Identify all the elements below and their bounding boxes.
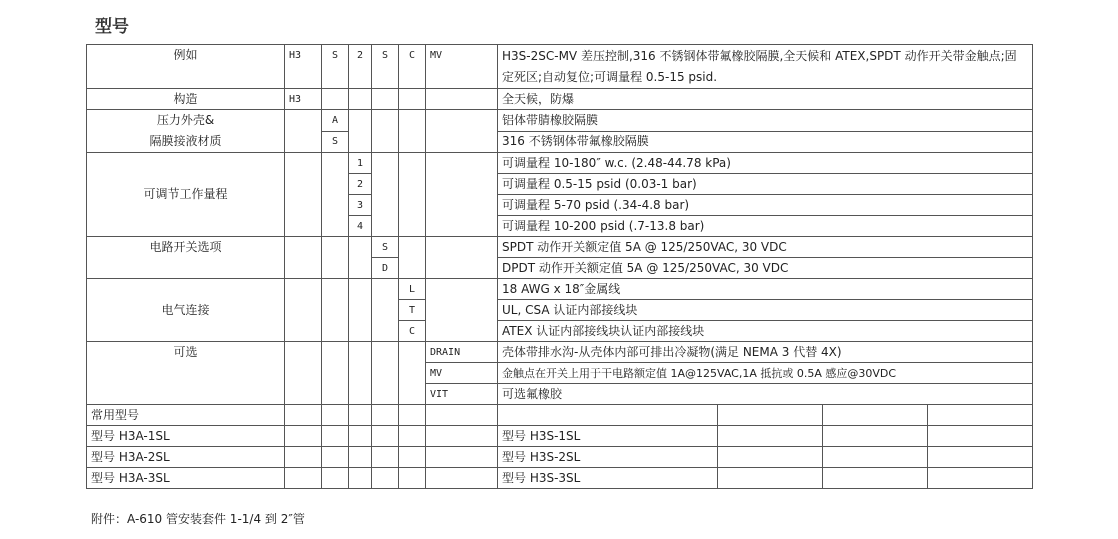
electrical-code: C: [399, 321, 426, 342]
range-code: 2: [349, 174, 372, 195]
example-code-option: MV: [426, 45, 498, 89]
electrical-row: [87, 279, 1033, 300]
range-code: 3: [349, 195, 372, 216]
housing-description: 316 不锈钢体带氟橡胶隔膜: [498, 131, 1033, 153]
example-code-electrical: C: [399, 45, 426, 89]
switch-code: D: [372, 258, 399, 279]
range-code: 1: [349, 153, 372, 174]
optional-code: VIT: [426, 384, 498, 405]
electrical-description: ATEX 认证内部接线块认证内部接线块: [498, 321, 1033, 342]
range-description: 可调量程 5-70 psid (.34-4.8 bar): [498, 195, 1033, 216]
housing-label-line1: 压力外壳&: [156, 113, 215, 127]
switch-description: DPDT 动作开关额定值 5A @ 125/250VAC, 30 VDC: [498, 258, 1033, 279]
electrical-label: 电气连接: [87, 279, 285, 342]
example-code-series: H3: [285, 45, 322, 89]
range-label: 可调节工作量程: [87, 153, 285, 237]
example-code-switch: S: [372, 45, 399, 89]
electrical-description: 18 AWG x 18″金属线: [498, 279, 1033, 300]
common-model-right: 型号 H3S-1SL: [498, 426, 718, 447]
common-model-right: 型号 H3S-2SL: [498, 447, 718, 468]
optional-label: 可选: [87, 342, 285, 405]
common-model-left: 型号 H3A-3SL: [87, 468, 285, 489]
electrical-code: L: [399, 279, 426, 300]
optional-row: [87, 342, 1033, 363]
range-description: 可调量程 10-180″ w.c. (2.48-44.78 kPa): [498, 153, 1033, 174]
switch-code: S: [372, 237, 399, 258]
accessory-footnote: 附件：A-610 管安装套件 1-1/4 到 2″管: [91, 512, 305, 526]
electrical-description: UL, CSA 认证内部接线块: [498, 300, 1033, 321]
common-models-header-row: [87, 405, 1033, 426]
housing-description: 铝体带腈橡胶隔膜: [498, 110, 1033, 132]
common-model-left: 型号 H3A-1SL: [87, 426, 285, 447]
range-description: 可调量程 0.5-15 psid (0.03-1 bar): [498, 174, 1033, 195]
construction-row: [87, 89, 1033, 110]
common-models-label: 常用型号: [87, 405, 285, 426]
switch-row: [87, 237, 1033, 258]
optional-description: 可选氟橡胶: [498, 384, 1033, 405]
housing-code: S: [322, 131, 349, 153]
model-code-table: [86, 44, 1033, 489]
range-code: 4: [349, 216, 372, 237]
common-model-row: [87, 447, 1033, 468]
optional-code: MV: [426, 363, 498, 384]
optional-description: 壳体带排水沟-从壳体内部可排出冷凝物(满足 NEMA 3 代替 4X): [498, 342, 1033, 363]
housing-label-line2: 隔膜接液材质: [149, 134, 222, 148]
housing-row: [87, 110, 1033, 132]
common-model-left: 型号 H3A-2SL: [87, 447, 285, 468]
construction-label: 构造: [87, 89, 285, 110]
electrical-code: T: [399, 300, 426, 321]
common-model-row: [87, 426, 1033, 447]
example-code-housing: S: [322, 45, 349, 89]
optional-description: 金触点在开关上用于干电路额定值 1A@125VAC,1A 抵抗或 0.5A 感应@30VDC: [498, 363, 1033, 384]
example-description: H3S-2SC-MV 差压控制,316 不锈钢体带氟橡胶隔膜,全天候和 ATEX,SPDT 动作开关带金触点;固定死区;自动复位;可调量程 0.5-15 psid.: [498, 45, 1033, 89]
housing-code: A: [322, 110, 349, 132]
example-label: 例如: [87, 45, 285, 89]
range-description: 可调量程 10-200 psid (.7-13.8 bar): [498, 216, 1033, 237]
page-title: 型号: [95, 17, 129, 37]
construction-code: H3: [285, 89, 322, 110]
common-model-right: 型号 H3S-3SL: [498, 468, 718, 489]
example-code-range: 2: [349, 45, 372, 89]
construction-description: 全天候，防爆: [498, 89, 1033, 110]
switch-description: SPDT 动作开关额定值 5A @ 125/250VAC, 30 VDC: [498, 237, 1033, 258]
common-model-row: [87, 468, 1033, 489]
optional-code: DRAIN: [426, 342, 498, 363]
housing-label: [87, 110, 285, 153]
range-row: [87, 153, 1033, 174]
switch-label: 电路开关选项: [87, 237, 285, 279]
